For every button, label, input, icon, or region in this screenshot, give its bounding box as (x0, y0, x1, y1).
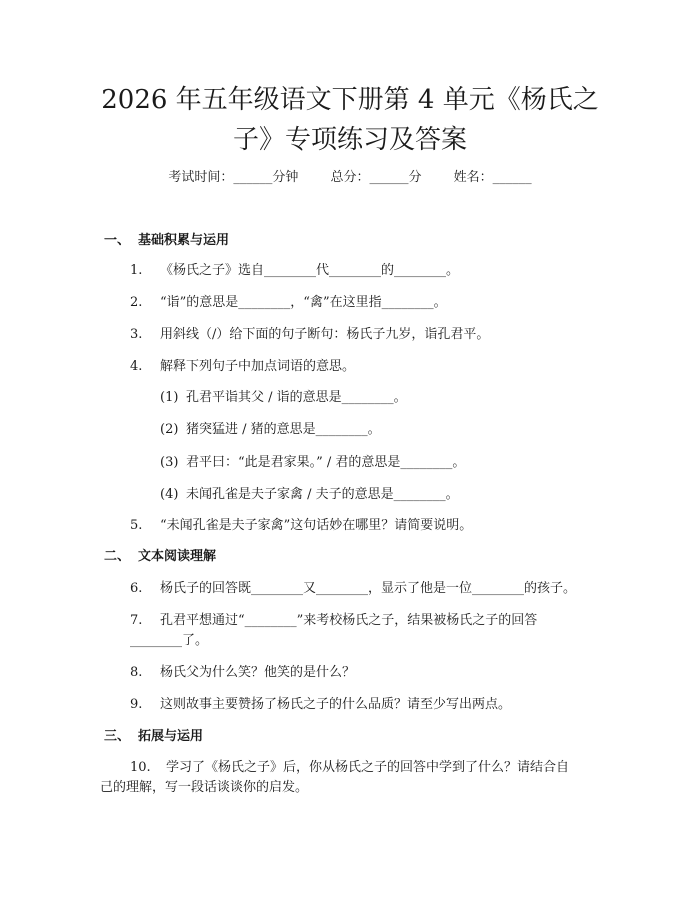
question-number: 6. (130, 581, 143, 596)
section-title: 拓展与运用 (138, 729, 204, 744)
question-text-continued: ________了。 (130, 633, 209, 648)
section-heading-3 (104, 727, 203, 747)
question-text: 解释下列句子中加点词语的意思。 (160, 359, 356, 374)
sub-question-3 (160, 453, 600, 473)
question-4 (130, 357, 610, 377)
question-text: 学习了《杨氏之子》后，你从杨氏之子的回答中学到了什么？请结合自 (166, 760, 570, 775)
question-8 (130, 663, 610, 683)
question-number: 4. (130, 359, 143, 374)
section-number: 一、 (104, 233, 131, 248)
student-name-field: 姓名：______ (453, 170, 532, 185)
sub-question-2 (160, 420, 600, 440)
question-text: 用斜线（/）给下面的句子断句：杨氏子九岁，诣孔君平。 (160, 327, 490, 342)
sub-question-text: 猪突猛进 / 猪的意思是________。 (186, 422, 381, 437)
question-number: 7. (130, 613, 143, 628)
question-number: 8. (130, 665, 143, 680)
question-number: 5. (130, 518, 143, 533)
section-number: 三、 (104, 729, 131, 744)
sub-question-number: (1) (160, 390, 179, 405)
question-text: 《杨氏之子》选自________代________的________。 (160, 263, 460, 278)
sub-question-number: (2) (160, 422, 179, 437)
question-text: “诣”的意思是________，“禽”在这里指________。 (160, 295, 447, 310)
section-title: 文本阅读理解 (138, 549, 217, 564)
sub-question-number: (4) (160, 487, 179, 502)
question-text: “未闻孔雀是夫子家禽”这句话妙在哪里？请简要说明。 (160, 518, 473, 533)
exam-time-field: 考试时间：______分钟 (168, 170, 299, 185)
question-7 (130, 611, 610, 651)
question-number: 2. (130, 295, 143, 310)
question-number: 10. (130, 760, 151, 775)
question-text-continued: 己的理解，写一段话谈谈你的启发。 (100, 780, 309, 795)
section-number: 二、 (104, 549, 131, 564)
sub-question-4 (160, 485, 600, 505)
question-text: 孔君平想通过“________”来考校杨氏之子，结果被杨氏之子的回答 (160, 613, 538, 628)
title-line-1: 2026 年五年级语文下册第 4 单元《杨氏之 (101, 85, 599, 115)
question-10 (100, 758, 600, 798)
section-heading-2 (104, 547, 216, 567)
sub-question-1 (160, 388, 600, 408)
question-1 (130, 261, 610, 281)
question-number: 1. (130, 263, 143, 278)
question-text: 这则故事主要赞扬了杨氏之子的什么品质？请至少写出两点。 (160, 697, 512, 712)
title-line-2: 子》专项练习及答案 (232, 125, 467, 155)
total-score-field: 总分：______分 (330, 170, 422, 185)
question-5 (130, 516, 610, 536)
question-text: 杨氏父为什么笑？他笑的是什么？ (160, 665, 356, 680)
sub-question-text: 君平曰：“此是君家果。” / 君的意思是________。 (186, 455, 466, 470)
page-title (60, 80, 640, 160)
sub-question-text: 孔君平诣其父 / 诣的意思是________。 (186, 390, 407, 405)
question-6 (130, 579, 620, 599)
question-2 (130, 293, 610, 313)
sub-question-number: (3) (160, 455, 179, 470)
question-number: 9. (130, 697, 143, 712)
sub-question-text: 未闻孔雀是夫子家禽 / 夫子的意思是________。 (186, 487, 459, 502)
question-number: 3. (130, 327, 143, 342)
section-title: 基础积累与运用 (138, 233, 230, 248)
exam-info (0, 168, 700, 188)
question-9 (130, 695, 610, 715)
question-text: 杨氏子的回答既________又________，显示了他是一位________的孩子。 (160, 581, 577, 596)
section-heading-1 (104, 231, 229, 251)
question-3 (130, 325, 610, 345)
